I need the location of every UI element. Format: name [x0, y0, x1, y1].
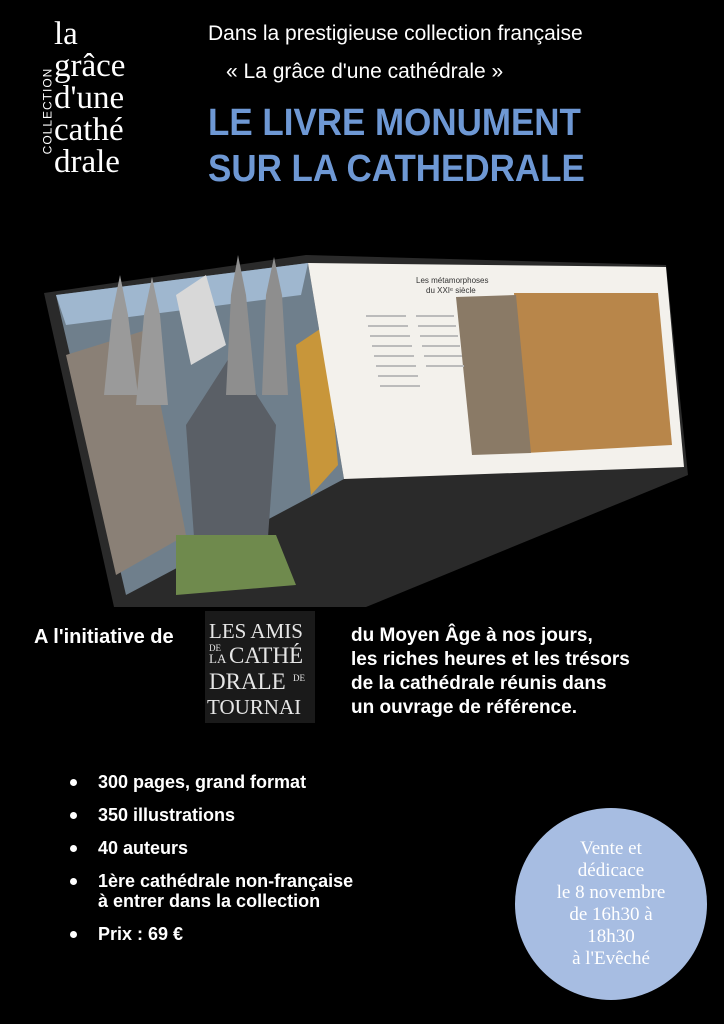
logo-collection-label: COLLECTION	[40, 67, 55, 155]
fact-item	[70, 805, 353, 825]
book-page-title-2: du XXIᵉ siècle	[426, 286, 476, 295]
amis-cathedrale-logo	[205, 611, 315, 723]
headline-line-1: LE LIVRE MONUMENT	[208, 102, 581, 144]
amis-logo-text: DRALE	[209, 669, 286, 694]
fact-text: 1ère cathédrale non-française	[98, 871, 354, 891]
fact-text: 350 illustrations	[98, 805, 236, 825]
green-area	[176, 535, 296, 595]
amis-logo-text: CATHÉ	[229, 643, 304, 668]
open-book-image	[26, 235, 696, 610]
logo-line: drale	[54, 144, 120, 180]
headline	[208, 100, 585, 192]
description-line: un ouvrage de référence.	[351, 697, 577, 718]
event-line: dédicace	[577, 860, 645, 881]
facts-list	[70, 772, 353, 957]
intro-line-1: Dans la prestigieuse collection française	[208, 22, 583, 45]
fact-text: 300 pages, grand format	[98, 772, 307, 792]
headline-line-2: SUR LA CATHEDRALE	[208, 148, 585, 190]
description	[351, 624, 630, 720]
intro-line-2: « La grâce d'une cathédrale »	[226, 60, 504, 83]
right-page-photo	[514, 293, 672, 453]
amis-logo-text: LA	[209, 651, 227, 666]
event-line: de 16h30 à	[569, 904, 653, 925]
amis-logo-text: DE	[293, 673, 305, 683]
event-line: à l'Evêché	[572, 948, 650, 969]
description-line: de la cathédrale réunis dans	[351, 673, 607, 694]
fact-item	[70, 838, 353, 858]
initiative-label: A l'initiative de	[34, 626, 174, 648]
fact-item	[70, 871, 353, 911]
collection-logo	[30, 18, 180, 203]
event-badge	[515, 808, 707, 1000]
event-line: Vente et	[580, 838, 642, 859]
event-line: 18h30	[587, 926, 635, 947]
description-line: les riches heures et les trésors	[351, 649, 630, 670]
logo-line: d'une	[54, 80, 125, 116]
fact-item	[70, 924, 353, 944]
book-page-title-1: Les métamorphoses	[416, 276, 489, 285]
fact-item	[70, 772, 353, 792]
amis-logo-text: DE	[209, 643, 221, 653]
logo-line: la	[54, 16, 78, 52]
fact-text: à entrer dans la collection	[98, 891, 321, 911]
description-line: du Moyen Âge à nos jours,	[351, 625, 593, 646]
fact-text: 40 auteurs	[98, 838, 189, 858]
event-line: le 8 novembre	[556, 882, 666, 903]
logo-line: cathé	[54, 112, 124, 148]
amis-logo-text: LES AMIS	[209, 619, 303, 643]
amis-logo-text: TOURNAI	[207, 695, 302, 719]
logo-line: grâce	[54, 48, 126, 84]
fact-text: Prix : 69 €	[98, 924, 184, 944]
